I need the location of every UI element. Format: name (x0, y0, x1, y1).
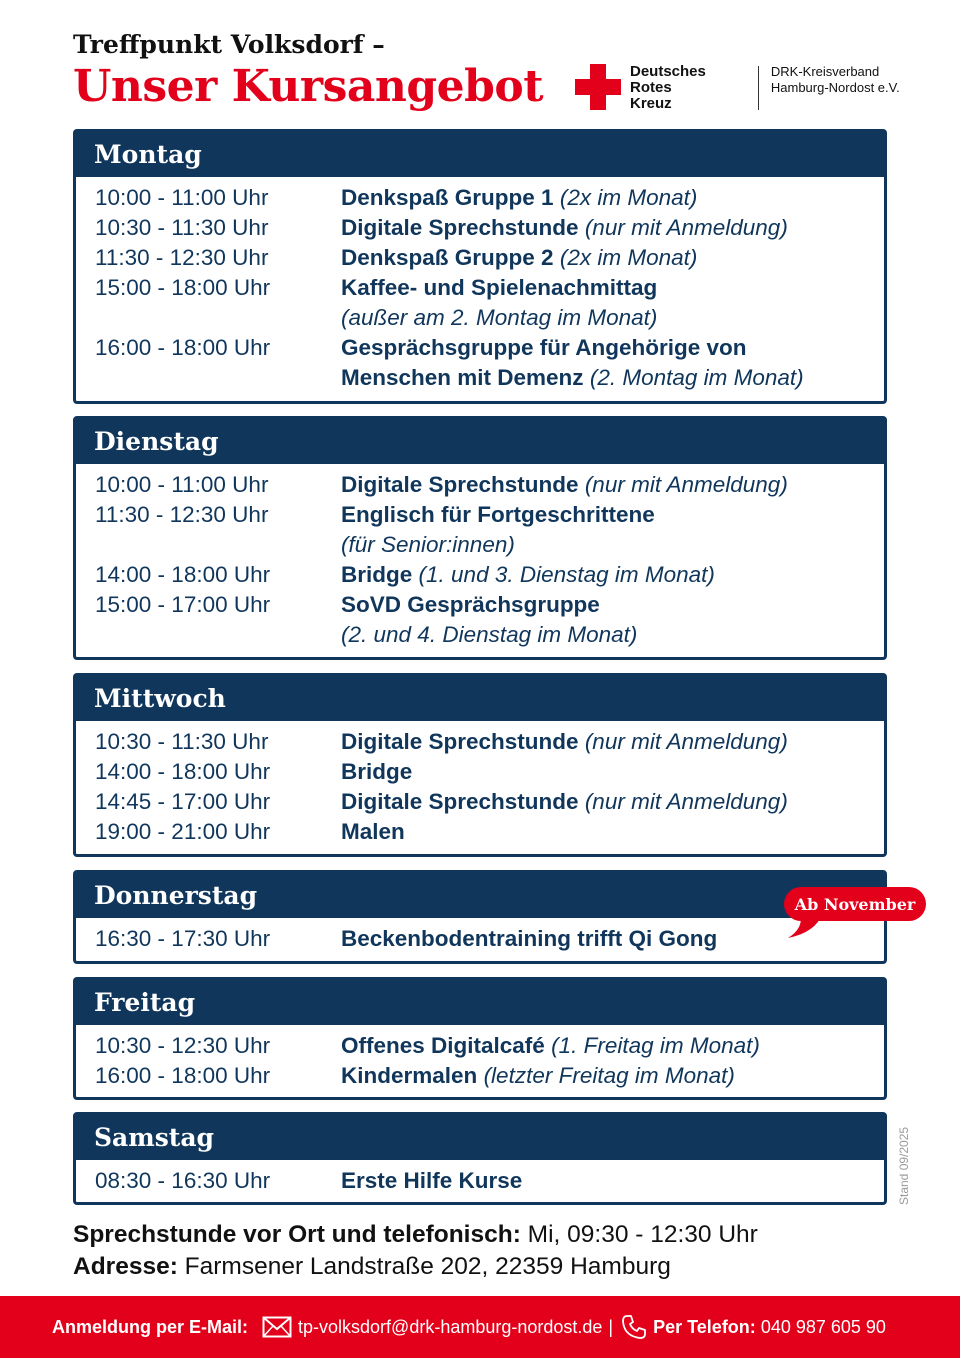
day-title: Dienstag (94, 427, 219, 456)
course-title: Kindermalen (341, 1063, 478, 1088)
course-title-cont: Menschen mit Demenz (341, 365, 584, 390)
course-title: Bridge (341, 562, 413, 587)
course-row (95, 1166, 884, 1196)
org-name (771, 64, 900, 96)
course-time: 16:00 - 18:00 Uhr (95, 335, 271, 360)
ab-november-badge (784, 887, 926, 921)
course-title: Denkspaß Gruppe 2 (341, 245, 554, 270)
phone-number[interactable]: 040 987 605 90 (760, 1316, 886, 1337)
red-cross-icon (575, 64, 621, 110)
org-line-1: DRK-Kreisverband (770, 64, 880, 79)
course-title: Digitale Sprechstunde (341, 215, 579, 240)
day-title: Donnerstag (94, 881, 258, 910)
course-time: 15:00 - 18:00 Uhr (95, 275, 271, 300)
course-row (95, 500, 884, 560)
course-row (95, 1031, 884, 1061)
course-title: Kaffee- und Spielenachmittag (341, 275, 658, 300)
course-title: Offenes Digitalcafé (341, 1033, 545, 1058)
day-card-donnerstag (73, 870, 887, 964)
mail-icon (262, 1316, 292, 1338)
course-time: 15:00 - 17:00 Uhr (95, 592, 271, 617)
course-row (95, 590, 884, 650)
course-time: 16:30 - 17:30 Uhr (95, 926, 271, 951)
day-title: Montag (94, 140, 202, 169)
course-row (95, 243, 884, 273)
drk-wordmark (630, 64, 706, 112)
day-title: Mittwoch (94, 684, 226, 713)
course-time: 11:30 - 12:30 Uhr (95, 502, 269, 527)
course-title: SoVD Gesprächsgruppe (341, 592, 600, 617)
sprechstunde-label: Sprechstunde vor Ort und telefonisch: (73, 1221, 521, 1248)
course-title: Denkspaß Gruppe 1 (341, 185, 554, 210)
course-title: Digitale Sprechstunde (341, 729, 579, 754)
day-header (76, 980, 884, 1025)
course-note: (außer am 2. Montag im Monat) (341, 305, 658, 330)
day-header (76, 419, 884, 464)
course-time: 10:30 - 12:30 Uhr (95, 1033, 271, 1058)
org-line-2: Hamburg-Nordost e.V. (770, 80, 900, 95)
course-row (95, 560, 884, 590)
course-row (95, 273, 884, 333)
logo-line-1: Deutsches (630, 63, 706, 80)
course-row (95, 183, 884, 213)
course-title: Gesprächsgruppe für Angehörige von (341, 335, 747, 360)
course-row (95, 333, 884, 393)
course-time: 14:00 - 18:00 Uhr (95, 562, 271, 587)
day-title: Freitag (94, 988, 196, 1017)
day-card-samstag (73, 1112, 887, 1205)
logo-line-3: Kreuz (630, 95, 672, 112)
email-link[interactable]: tp-volksdorf@drk-hamburg-nordost.de (298, 1316, 603, 1337)
course-row (95, 213, 884, 243)
course-time: 11:30 - 12:30 Uhr (95, 245, 269, 270)
course-title: Malen (341, 819, 405, 844)
footer-bar (0, 1296, 960, 1358)
course-time: 14:00 - 18:00 Uhr (95, 759, 271, 784)
course-note: (nur mit Anmeldung) (584, 789, 788, 814)
day-card-mittwoch (73, 673, 887, 857)
contact-info (73, 1219, 758, 1283)
course-note: (1. und 3. Dienstag im Monat) (418, 562, 715, 587)
address-line (73, 1251, 758, 1283)
course-time: 19:00 - 21:00 Uhr (95, 819, 271, 844)
course-time: 10:30 - 11:30 Uhr (95, 729, 269, 754)
day-header (76, 1115, 884, 1160)
course-title: Erste Hilfe Kurse (341, 1168, 523, 1193)
page-header (73, 30, 543, 112)
course-note: (nur mit Anmeldung) (584, 215, 788, 240)
course-title: Digitale Sprechstunde (341, 789, 579, 814)
course-note: (2x im Monat) (559, 245, 698, 270)
course-time: 08:30 - 16:30 Uhr (95, 1168, 271, 1193)
course-title: Englisch für Fortgeschrittene (341, 502, 655, 527)
course-note: (2. und 4. Dienstag im Monat) (341, 622, 638, 647)
course-time: 14:45 - 17:00 Uhr (95, 789, 271, 814)
day-card-freitag (73, 977, 887, 1100)
course-time: 10:00 - 11:00 Uhr (95, 472, 269, 497)
stand-date: Stand 09/2025 (897, 1126, 911, 1205)
course-row (95, 817, 884, 847)
logo-divider (758, 66, 759, 110)
course-row (95, 1061, 884, 1091)
drk-logo (575, 64, 900, 112)
address-value: Farmsener Landstraße 202, 22359 Hamburg (184, 1253, 671, 1280)
footer-separator: | (608, 1316, 614, 1337)
course-note: (nur mit Anmeldung) (584, 729, 788, 754)
day-card-dienstag (73, 416, 887, 660)
course-row (95, 470, 884, 500)
course-time: 10:00 - 11:00 Uhr (95, 185, 269, 210)
course-note: (nur mit Anmeldung) (584, 472, 788, 497)
sprechstunde-line (73, 1219, 758, 1251)
phone-label: Per Telefon: (653, 1316, 756, 1337)
course-note: (letzter Freitag im Monat) (483, 1063, 735, 1088)
course-note: (für Senior:innen) (341, 532, 515, 557)
course-row (95, 924, 884, 954)
course-note: (1. Freitag im Monat) (551, 1033, 760, 1058)
course-title: Digitale Sprechstunde (341, 472, 579, 497)
address-label: Adresse: (73, 1253, 178, 1280)
course-row (95, 787, 884, 817)
badge-label: Ab November (794, 894, 916, 914)
day-header (76, 676, 884, 721)
course-title: Beckenbodentraining trifft Qi Gong (341, 926, 718, 951)
sprechstunde-value: Mi, 09:30 - 12:30 Uhr (527, 1221, 758, 1248)
phone-icon (621, 1314, 647, 1340)
course-note: (2. Montag im Monat) (589, 365, 804, 390)
email-label: Anmeldung per E-Mail: (52, 1316, 249, 1337)
page-title: Unser Kursangebot (73, 61, 544, 112)
logo-line-2: Rotes (630, 79, 672, 96)
course-time: 10:30 - 11:30 Uhr (95, 215, 269, 240)
course-title: Bridge (341, 759, 413, 784)
day-card-montag (73, 129, 887, 404)
day-header (76, 132, 884, 177)
day-title: Samstag (94, 1123, 215, 1152)
course-row (95, 757, 884, 787)
course-row (95, 727, 884, 757)
course-note: (2x im Monat) (559, 185, 698, 210)
day-header (76, 873, 884, 918)
header-subtitle: Treffpunkt Volksdorf – (73, 30, 385, 59)
course-time: 16:00 - 18:00 Uhr (95, 1063, 271, 1088)
